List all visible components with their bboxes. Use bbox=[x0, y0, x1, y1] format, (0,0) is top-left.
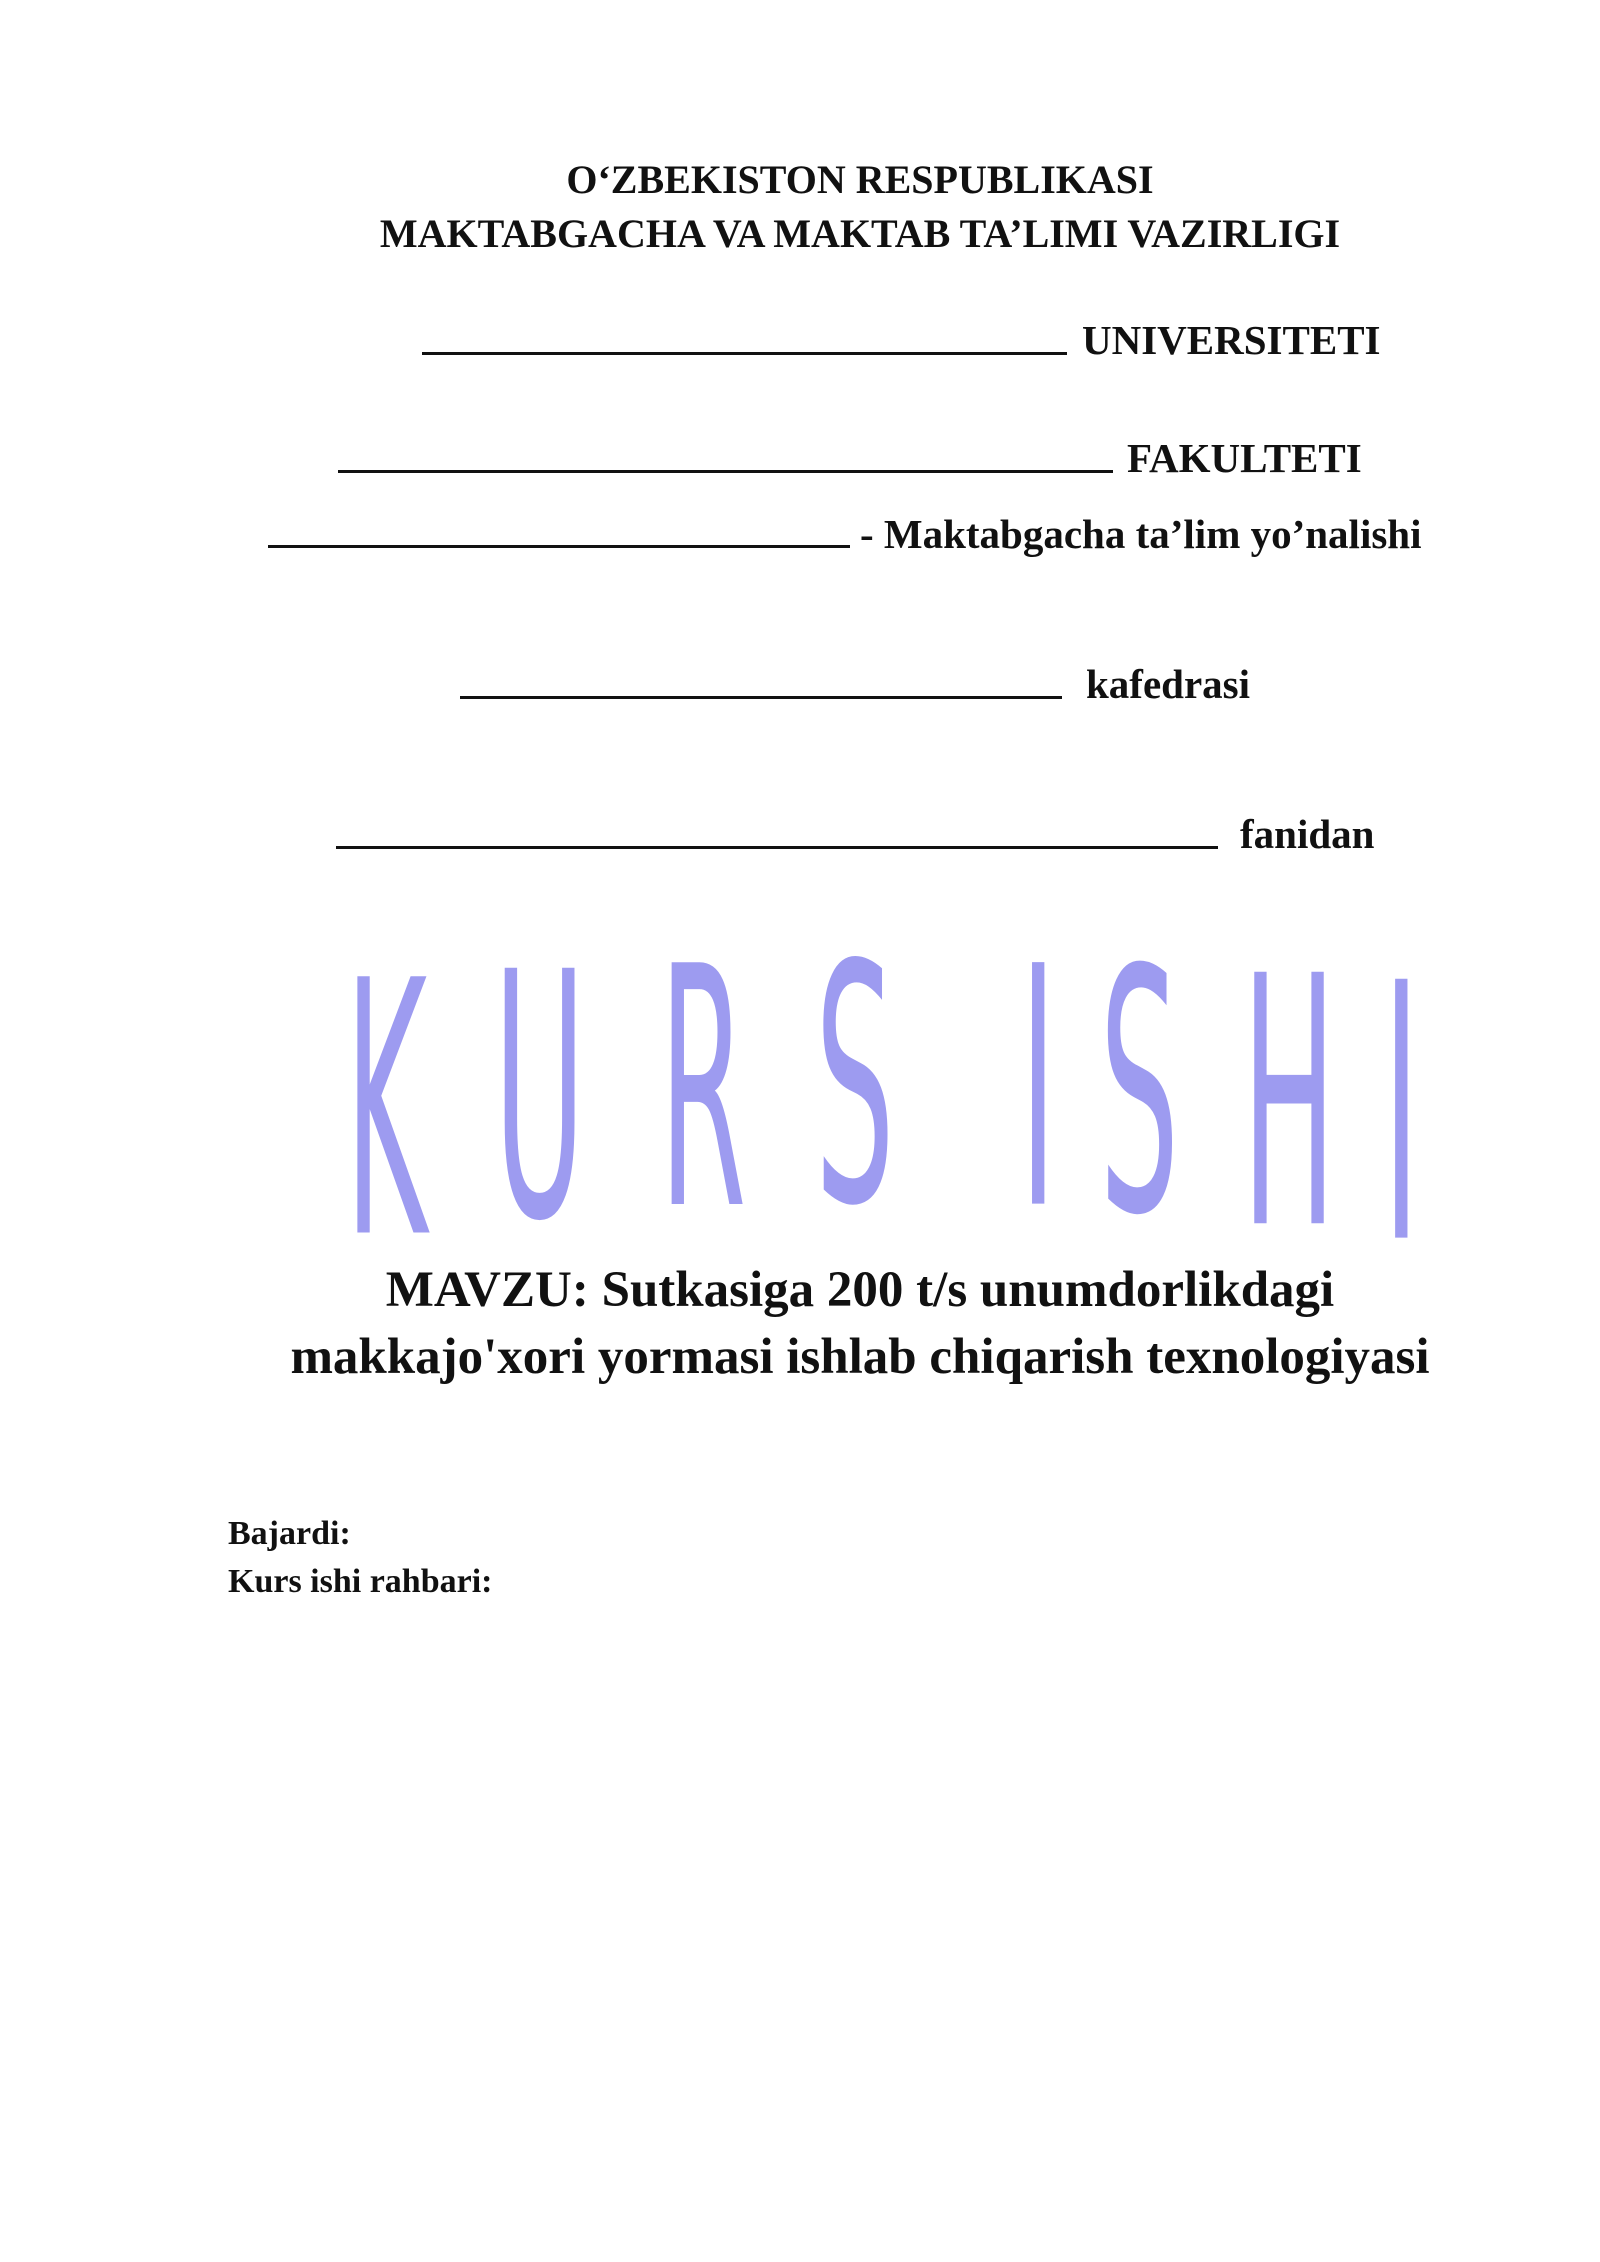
kurs-ishi-letter: H bbox=[1242, 930, 1336, 1270]
topic-label: MAVZU: bbox=[385, 1262, 589, 1318]
performed-by-label: Bajardi: bbox=[228, 1515, 351, 1552]
kurs-ishi-letter: I bbox=[1382, 930, 1420, 1270]
kurs-ishi-letter: I bbox=[1019, 930, 1057, 1270]
university-blank bbox=[422, 352, 1067, 355]
supervisor-label: Kurs ishi rahbari: bbox=[228, 1563, 493, 1600]
direction-label: - Maktabgacha ta’lim yo’nalishi bbox=[860, 511, 1422, 557]
direction-blank bbox=[268, 545, 850, 548]
kurs-ishi-wordart bbox=[300, 930, 1450, 1270]
university-label: UNIVERSITETI bbox=[1082, 317, 1381, 363]
kurs-ishi-letter: K bbox=[345, 930, 428, 1270]
subject-label: fanidan bbox=[1240, 811, 1375, 857]
topic-line-1 bbox=[0, 1262, 1600, 1318]
kurs-ishi-letter: R bbox=[659, 930, 747, 1270]
department-label: kafedrasi bbox=[1086, 661, 1250, 707]
topic-line-2: makkajo'xori yormasi ishlab chiqarish texnologiyasi bbox=[290, 1329, 1430, 1385]
kurs-ishi-letter: S bbox=[1099, 930, 1179, 1270]
kurs-ishi-letter: S bbox=[815, 930, 895, 1270]
faculty-label: FAKULTETI bbox=[1127, 435, 1362, 481]
kurs-ishi-letter: U bbox=[493, 930, 586, 1270]
kurs-ishi-title bbox=[300, 930, 1450, 1270]
ministry-line-2: MAKTABGACHA VA MAKTAB TA’LIMI VAZIRLIGI bbox=[379, 211, 1341, 256]
topic-text-1: Sutkasiga 200 t/s unumdorlikdagi bbox=[601, 1262, 1335, 1318]
faculty-blank bbox=[338, 470, 1113, 473]
department-blank bbox=[460, 696, 1062, 699]
subject-blank bbox=[336, 846, 1218, 849]
ministry-line-1: O‘ZBEKISTON RESPUBLIKASI bbox=[566, 157, 1154, 202]
